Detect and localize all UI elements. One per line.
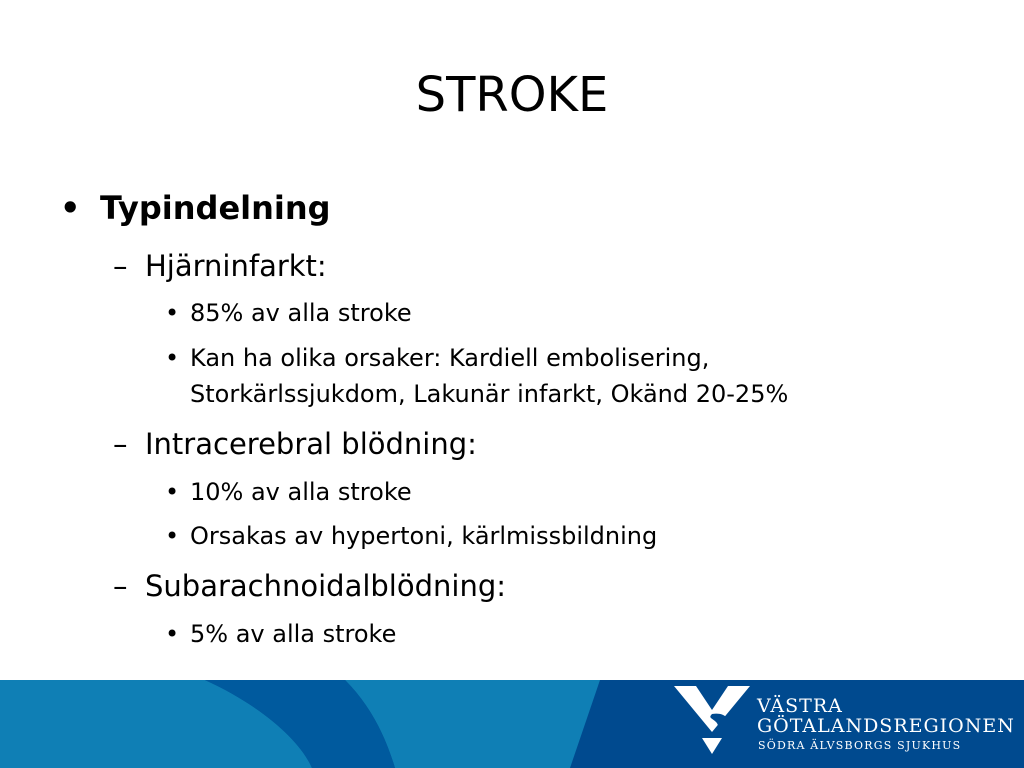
list-item: 85% av alla stroke: [190, 299, 412, 327]
section-label-subarachnoidal: Subarachnoidalblödning:: [145, 569, 507, 603]
list-item: 10% av alla stroke: [190, 478, 412, 506]
bullet-marker: •: [165, 478, 180, 506]
dash-marker: –: [113, 249, 128, 283]
vgr-logo-icon: [672, 684, 752, 756]
organization-name-line2: GÖTALANDSREGIONEN: [757, 715, 1015, 737]
organization-name-line1: VÄSTRA: [757, 695, 843, 717]
section-label-intracerebral: Intracerebral blödning:: [145, 427, 477, 461]
list-item: Orsakas av hypertoni, kärlmissbildning: [190, 522, 658, 550]
bullet-marker: •: [165, 620, 180, 648]
dash-marker: –: [113, 427, 128, 461]
dash-marker: –: [113, 569, 128, 603]
bullet-marker: •: [165, 344, 180, 372]
bullet-marker: •: [60, 189, 81, 227]
list-item-continued: Storkärlssjukdom, Lakunär infarkt, Okänd 20-25%: [190, 380, 789, 408]
slide-title: STROKE: [415, 67, 609, 123]
list-item: Kan ha olika orsaker: Kardiell embolisering,: [190, 344, 710, 372]
section-label-hjarninfarkt: Hjärninfarkt:: [145, 249, 327, 283]
list-item: 5% av alla stroke: [190, 620, 397, 648]
bullet-marker: •: [165, 299, 180, 327]
bullet-marker: •: [165, 522, 180, 550]
bullet-heading: Typindelning: [100, 189, 331, 227]
organization-name-line3: SÖDRA ÄLVSBORGS SJUKHUS: [758, 739, 962, 752]
